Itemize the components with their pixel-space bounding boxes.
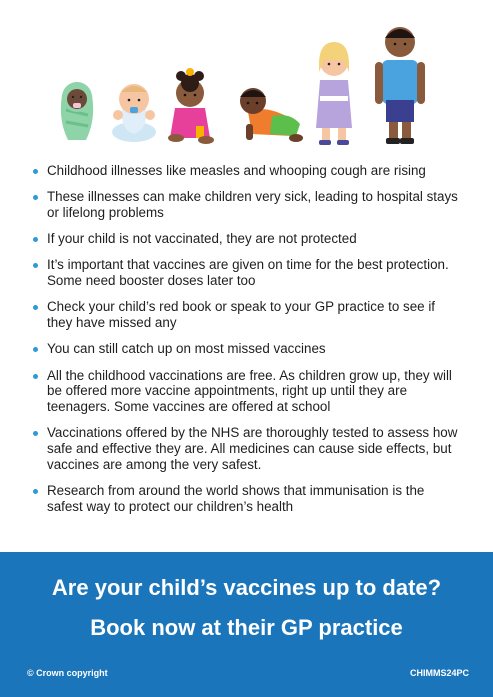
product-code: CHIMMS24PC — [409, 668, 469, 678]
banner-headline: Are your child’s vaccines up to date? — [51, 575, 442, 600]
bullet-icon — [33, 237, 38, 242]
bullet-icon — [33, 431, 38, 436]
bullet-icon — [33, 374, 38, 379]
key-points-list — [33, 163, 463, 525]
standing-boy-figure — [375, 27, 425, 144]
bullet-icon — [33, 489, 38, 494]
list-item: You can still catch up on most missed vaccines — [33, 341, 463, 357]
list-item: Research from around the world shows that immunisation is the safest way to protect our children’s health — [33, 483, 463, 515]
list-item: If your child is not vaccinated, they are not protected — [33, 231, 463, 247]
toddler-girl-figure — [168, 68, 214, 144]
bullet-icon — [33, 305, 38, 310]
standing-girl-figure — [316, 42, 352, 145]
bullet-icon — [33, 263, 38, 268]
banner-subheadline: Book now at their GP practice — [90, 615, 403, 640]
bullet-icon — [33, 347, 38, 352]
copyright-notice: © Crown copyright — [27, 668, 108, 678]
list-item: Vaccinations offered by the NHS are thoroughly tested to assess how safe and effective they are. All medicines can cause side effects, but vaccines are among the very safest. — [33, 425, 463, 472]
bullet-icon — [33, 195, 38, 200]
swaddled-baby-figure — [61, 82, 93, 140]
bullet-icon — [33, 169, 38, 174]
list-item: Childhood illnesses like measles and whooping cough are rising — [33, 163, 463, 179]
list-item: These illnesses can make children very sick, leading to hospital stays or lifelong problems — [33, 189, 463, 221]
sitting-baby-figure — [112, 84, 156, 142]
list-item: Check your child’s red book or speak to your GP practice to see if they have missed any — [33, 299, 463, 331]
crawling-child-figure — [240, 88, 303, 142]
children-illustration — [0, 0, 493, 160]
call-to-action-banner — [0, 552, 493, 697]
list-item: All the childhood vaccinations are free. As children grow up, they will be offered more vaccine appointments, right up until they are teenagers. Some vaccines are offered at school — [33, 368, 463, 415]
list-item: It’s important that vaccines are given on time for the best protection. Some need booster doses later too — [33, 257, 463, 289]
